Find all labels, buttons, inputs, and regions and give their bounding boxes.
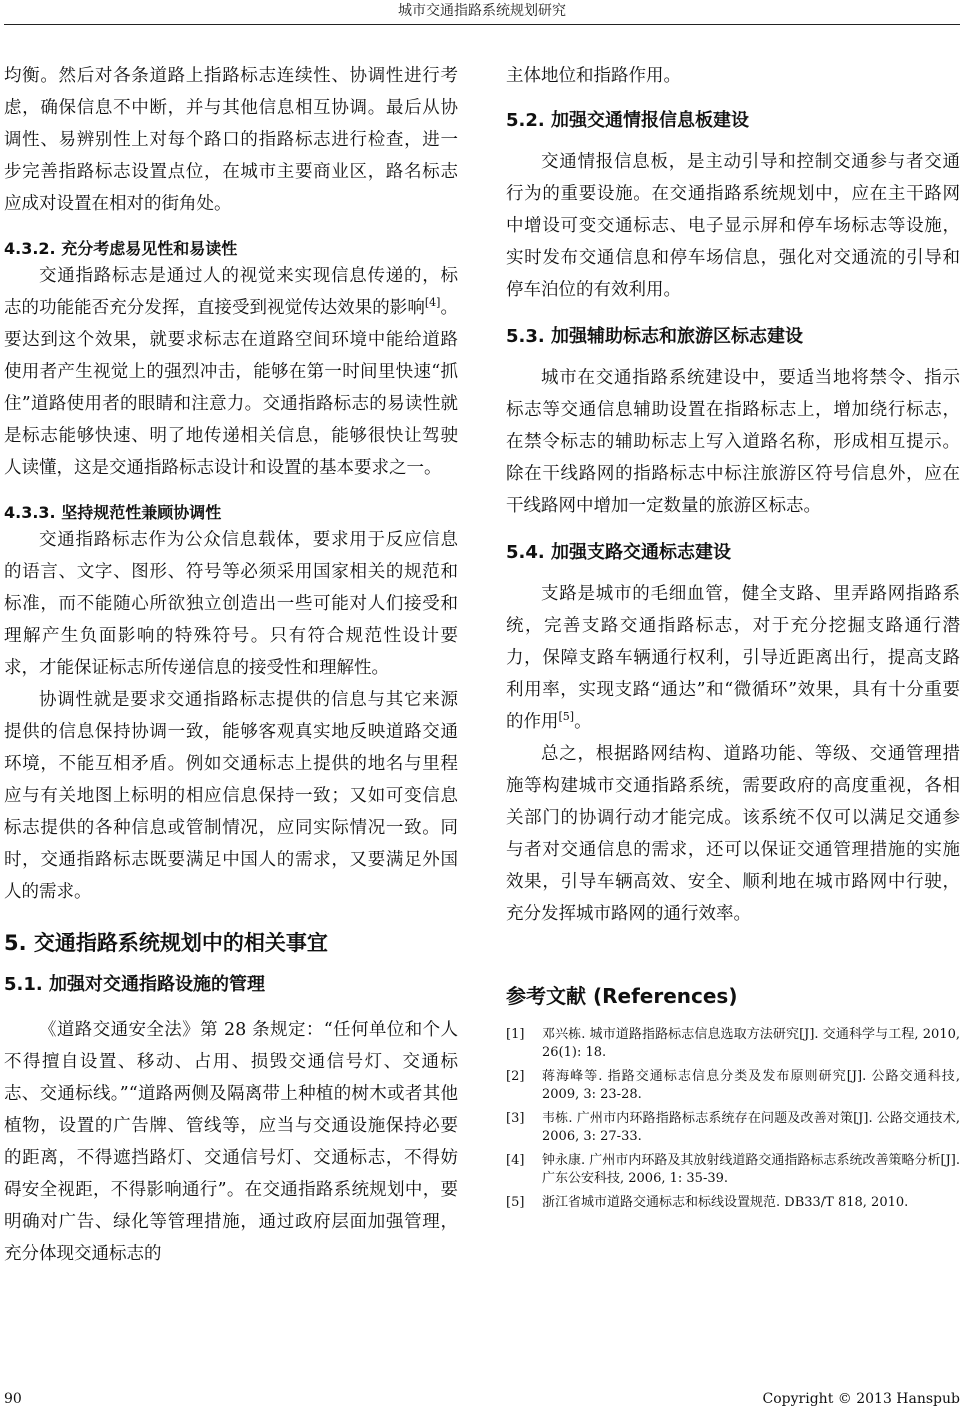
reference-item — [506, 1026, 960, 1062]
reference-text: 钟永康. 广州市内环路及其放射线道路交通指路标志系统改善策略分析[J]. 广东公安科技, 2006, 1: 35-39. — [542, 1153, 960, 1186]
reference-number: [5] — [506, 1195, 525, 1210]
page-number: 90 — [4, 1391, 22, 1407]
references-title: 参考文献 (References) — [506, 984, 738, 1008]
heading-5-4: 5.4. 加强支路交通标志建设 — [506, 542, 731, 563]
right-column — [506, 60, 960, 1218]
heading-4-3-2: 4.3.2. 充分考虑易见性和易读性 — [4, 239, 238, 258]
reference-item — [506, 1194, 960, 1212]
reference-number: [3] — [506, 1111, 525, 1126]
paragraph-management: 《道路交通安全法》第 28 条规定：“任何单位和个人不得擅自设置、移动、占用、损毁交通信号灯、交通标志、交通标线。”“道路两侧及隔离带上种植的树木或者其他植物，设置的广告牌、管线等，应当与交通设施保持必要的距离，不得遮挡路灯、交通信号灯、交通标志，不得妨碍安全视距，不得影响通行”。在交通指路系统规划中，要明确对广告、绿化等管理措施，通过政府层面加强管理，充分体现交通标志的 — [4, 1020, 458, 1264]
reference-text: 邓兴栋. 城市道路指路标志信息选取方法研究[J]. 交通科学与工程, 2010, 26(1): 18. — [542, 1027, 960, 1060]
reference-number: [2] — [506, 1069, 525, 1084]
paragraph-conclusion: 总之，根据路网结构、道路功能、等级、交通管理措施等构建城市交通指路系统，需要政府的高度重视，各相关部门的协调行动才能完成。该系统不仅可以满足交通参与者对交通信息的需求，还可以保证交通管理措施的实施效果，引导车辆高效、安全、顺利地在城市路网中行驶，充分发挥城市路网的通行效率。 — [506, 744, 960, 924]
paragraph-visibility-text-a: 交通指路标志是通过人的视觉来实现信息传递的，标志的功能能否充分发挥，直接受到视觉传达效果的影响 — [4, 266, 458, 318]
reference-text: 蒋海峰等. 指路交通标志信息分类及发布原则研究[J]. 公路交通科技, 2009, 3: 23-28. — [542, 1069, 960, 1102]
heading-5: 5. 交通指路系统规划中的相关事宜 — [4, 931, 328, 955]
header-rule — [4, 24, 960, 25]
reference-item — [506, 1068, 960, 1104]
references-list — [506, 1026, 960, 1212]
citation-4: [4] — [424, 296, 441, 310]
reference-number: [4] — [506, 1153, 525, 1168]
reference-item — [506, 1110, 960, 1146]
reference-number: [1] — [506, 1027, 525, 1042]
paragraph-continued: 均衡。然后对各条道路上指路标志连续性、协调性进行考虑，确保信息不中断，并与其他信息相互协调。最后从协调性、易辨别性上对每个路口的指路标志进行检查，进一步完善指路标志设置点位，在城市主要商业区，路名标志应成对设置在相对的街角处。 — [4, 66, 458, 214]
paragraph-continued-right: 主体地位和指路作用。 — [506, 66, 681, 86]
paragraph-branch-roads — [506, 578, 960, 738]
copyright-notice: Copyright © 2013 Hanspub — [762, 1391, 960, 1407]
paragraph-info-boards: 交通情报信息板，是主动引导和控制交通参与者交通行为的重要设施。在交通指路系统规划中，应在主干路网中增设可变交通标志、电子显示屏和停车场标志等设施，实时发布交通信息和停车场信息，强化对交通流的引导和停车泊位的有效利用。 — [506, 152, 960, 300]
paragraph-auxiliary-signs: 城市在交通指路系统建设中，要适当地将禁令、指示标志等交通信息辅助设置在指路标志上，增加绕行标志，在禁令标志的辅助标志上写入道路名称，形成相互提示。除在干线路网的指路标志中标注旅游区符号信息外，应在干线路网中增加一定数量的旅游区标志。 — [506, 368, 960, 516]
reference-text: 浙江省城市道路交通标志和标线设置规范. DB33/T 818, 2010. — [542, 1195, 909, 1210]
running-title: 城市交通指路系统规划研究 — [398, 3, 566, 19]
paragraph-visibility — [4, 260, 458, 484]
paragraph-branch-roads-text-a: 支路是城市的毛细血管，健全支路、里弄路网指路系统，完善支路交通指路标志，对于充分挖掘支路通行潜力，保障支路车辆通行权利，引导近距离出行，提高支路利用率，实现支路“通达”和“微循环”效果，具有十分重要的作用 — [506, 584, 960, 732]
paragraph-visibility-text-b: 。要达到这个效果，就要求标志在道路空间环境中能给道路使用者产生视觉上的强烈冲击，能够在第一时间里快速“抓住”道路使用者的眼睛和注意力。交通指路标志的易读性就是标志能够快速、明了地传递相关信息，能够很快让驾驶人读懂，这是交通指路标志设计和设置的基本要求之一。 — [4, 298, 459, 478]
reference-item — [506, 1152, 960, 1188]
paragraph-branch-roads-text-b: 。 — [574, 712, 592, 732]
paragraph-standards: 交通指路标志作为公众信息载体，要求用于反应信息的语言、文字、图形、符号等必须采用国家相关的规范和标准，而不能随心所欲独立创造出一些可能对人们接受和理解产生负面影响的特殊符号。只有符合规范性设计要求，才能保证标志所传递信息的接受性和理解性。 — [4, 530, 458, 678]
left-column — [4, 60, 458, 1270]
heading-4-3-3: 4.3.3. 坚持规范性兼顾协调性 — [4, 503, 222, 522]
heading-5-3: 5.3. 加强辅助标志和旅游区标志建设 — [506, 326, 803, 347]
citation-5: [5] — [558, 710, 575, 724]
heading-5-2: 5.2. 加强交通情报信息板建设 — [506, 110, 749, 131]
paragraph-coordination: 协调性就是要求交通指路标志提供的信息与其它来源提供的信息保持协调一致，能够客观真实地反映道路交通环境，不能互相矛盾。例如交通标志上提供的地名与里程应与有关地图上标明的相应信息保持一致；又如可变信息标志提供的各种信息或管制情况，应同实际情况一致。同时，交通指路标志既要满足中国人的需求，又要满足外国人的需求。 — [4, 690, 458, 902]
heading-5-1: 5.1. 加强对交通指路设施的管理 — [4, 974, 265, 995]
reference-text: 韦栋. 广州市内环路指路标志系统存在问题及改善对策[J]. 公路交通技术, 2006, 3: 27-33. — [542, 1111, 960, 1144]
